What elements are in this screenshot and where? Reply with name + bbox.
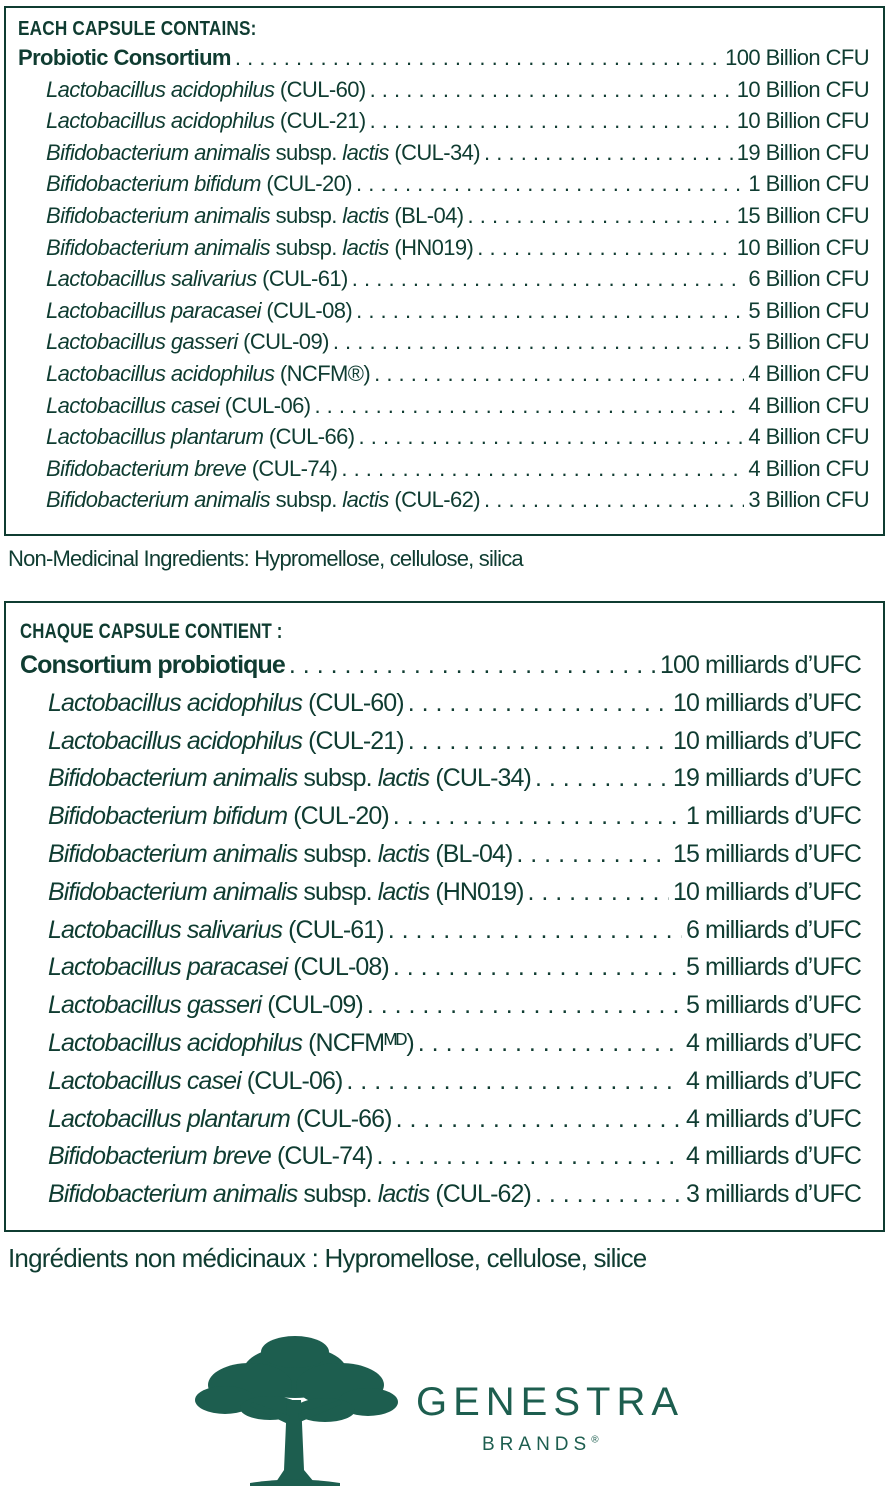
- strain-code: (CUL-60): [279, 76, 366, 102]
- strain-amount: 3 milliards d’UFC: [685, 1180, 861, 1209]
- species: Lactobacillus paracasei: [46, 297, 261, 323]
- strain-name: [46, 421, 355, 453]
- strain-amount: 6 Billion CFU: [748, 266, 869, 292]
- strain-row: [20, 949, 861, 987]
- dot-leader: [333, 326, 745, 358]
- species: Bifidobacterium animalis: [48, 764, 298, 793]
- species: Lactobacillus acidophilus: [46, 360, 275, 386]
- strain-code: (CUL-66): [296, 1104, 392, 1133]
- strain-code: (CUL-06): [246, 1066, 343, 1095]
- strain-amount: 10 milliards d’UFC: [672, 877, 861, 906]
- strain-amount: 5 milliards d’UFC: [685, 953, 861, 982]
- strain-code: (CUL-74): [276, 1142, 373, 1171]
- dot-leader: [374, 358, 744, 390]
- species: Lactobacillus salivarius: [46, 266, 257, 292]
- strain-code: (CUL-34): [435, 764, 531, 793]
- strain-code: (CUL-21): [308, 726, 404, 755]
- strain-row: [20, 1138, 861, 1176]
- strain-name: [46, 326, 329, 358]
- strain-row: [18, 74, 869, 106]
- species: Lactobacillus acidophilus: [48, 1028, 303, 1057]
- dot-leader: [289, 647, 656, 685]
- dot-leader: [377, 1138, 682, 1176]
- strain-row: [20, 1025, 861, 1063]
- english-non-medicinal: Non-Medicinal Ingredients: Hypromellose, cellulose, silica: [8, 546, 523, 571]
- strain-row: [20, 798, 861, 836]
- strain-name: [46, 137, 480, 169]
- strain-amount: 1 milliards d’UFC: [685, 802, 861, 831]
- strain-name: [48, 1101, 392, 1139]
- subspecies: lactis: [377, 839, 430, 868]
- strain-row: [20, 1176, 861, 1214]
- subsp-label: subsp.: [275, 234, 337, 260]
- strain-row: [18, 484, 869, 516]
- dot-leader: [477, 232, 733, 264]
- strain-amount: 10 milliards d’UFC: [672, 726, 861, 755]
- dot-leader: [235, 42, 721, 74]
- dot-leader: [352, 263, 745, 295]
- strain-amount: 5 Billion CFU: [748, 297, 869, 323]
- species: Lactobacillus acidophilus: [46, 76, 275, 102]
- strain-code: (CUL-20): [293, 802, 389, 831]
- species: Bifidobacterium animalis: [48, 839, 298, 868]
- strain-code: (BL-04): [394, 202, 464, 228]
- strain-code: (CUL-66): [268, 424, 355, 450]
- species: Bifidobacterium animalis: [48, 877, 298, 906]
- strain-amount: 15 Billion CFU: [736, 202, 869, 228]
- strain-code: (CUL-09): [243, 329, 329, 355]
- strain-row: [18, 326, 869, 358]
- strain-row: [20, 987, 861, 1025]
- strain-amount: 4 milliards d’UFC: [685, 1142, 861, 1171]
- strain-row: [20, 874, 861, 912]
- strain-row: [18, 137, 869, 169]
- strain-code: (CUL-60): [308, 688, 404, 717]
- strain-name: [46, 200, 464, 232]
- dot-leader: [346, 1063, 682, 1101]
- species: Lactobacillus acidophilus: [46, 108, 275, 134]
- strain-amount: 5 Billion CFU: [748, 329, 869, 355]
- strain-name: [48, 836, 512, 874]
- species: Lactobacillus plantarum: [46, 424, 264, 450]
- strain-code: (HN019): [435, 877, 524, 906]
- dot-leader: [367, 987, 682, 1025]
- strain-name: [48, 949, 389, 987]
- strain-row: [20, 912, 861, 950]
- english-ingredients-panel: [4, 6, 885, 536]
- strain-code: (CUL-08): [293, 953, 389, 982]
- dot-leader: [468, 200, 733, 232]
- species: Lactobacillus casei: [46, 392, 220, 418]
- strain-name: [46, 105, 366, 137]
- strain-name: [46, 232, 473, 264]
- total-amount: 100 Billion CFU: [725, 45, 869, 70]
- strain-code: (NCFMᴹᴰ): [308, 1028, 414, 1057]
- strain-name: [48, 798, 389, 836]
- strain-amount: 10 Billion CFU: [736, 76, 869, 102]
- strain-amount: 4 milliards d’UFC: [685, 1104, 861, 1133]
- total-name: Probiotic Consortium: [18, 45, 231, 70]
- strain-name: [46, 484, 480, 516]
- species: Lactobacillus paracasei: [48, 953, 288, 982]
- species: Bifidobacterium animalis: [46, 202, 271, 228]
- species: Lactobacillus acidophilus: [48, 688, 303, 717]
- subsp-label: subsp.: [303, 839, 372, 868]
- subsp-label: subsp.: [275, 487, 337, 513]
- dot-leader: [314, 390, 744, 422]
- strain-code: (CUL-20): [266, 171, 353, 197]
- strain-amount: 4 Billion CFU: [748, 424, 869, 450]
- dot-leader: [408, 723, 669, 761]
- dot-leader: [418, 1025, 682, 1063]
- dot-leader: [341, 453, 744, 485]
- strain-name: [48, 1176, 531, 1214]
- strain-amount: 4 Billion CFU: [748, 455, 869, 481]
- registered-mark: ®: [591, 1434, 599, 1446]
- dot-leader: [356, 168, 744, 200]
- strain-amount: 10 Billion CFU: [736, 234, 869, 260]
- strain-row: [18, 168, 869, 200]
- strain-code: (CUL-21): [279, 108, 366, 134]
- subspecies: lactis: [377, 1180, 430, 1209]
- dot-leader: [516, 836, 669, 874]
- strain-code: (CUL-09): [267, 991, 363, 1020]
- species: Lactobacillus gasseri: [48, 991, 262, 1020]
- dot-leader: [408, 685, 669, 723]
- strain-amount: 4 Billion CFU: [748, 392, 869, 418]
- subsp-label: subsp.: [303, 764, 372, 793]
- strain-name: [46, 358, 370, 390]
- strain-row: [18, 421, 869, 453]
- french-strain-list: [20, 685, 861, 1214]
- strain-row: [18, 105, 869, 137]
- english-total-row: [18, 42, 869, 74]
- strain-amount: 19 milliards d’UFC: [672, 764, 861, 793]
- strain-name: [46, 74, 366, 106]
- strain-name: [46, 168, 352, 200]
- strain-name: [46, 453, 337, 485]
- strain-name: [46, 390, 310, 422]
- strain-name: [48, 912, 384, 950]
- dot-leader: [393, 798, 682, 836]
- strain-amount: 4 Billion CFU: [748, 360, 869, 386]
- english-strain-list: [18, 74, 869, 516]
- species: Lactobacillus plantarum: [48, 1104, 290, 1133]
- strain-row: [20, 1063, 861, 1101]
- species: Bifidobacterium animalis: [46, 234, 271, 260]
- strain-name: [48, 1025, 414, 1063]
- strain-code: (NCFM®): [279, 360, 371, 386]
- strain-name: [48, 874, 524, 912]
- strain-row: [20, 760, 861, 798]
- strain-name: [48, 1063, 342, 1101]
- dot-leader: [370, 105, 733, 137]
- strain-name: [48, 1138, 373, 1176]
- strain-name: [48, 723, 404, 761]
- strain-code: (CUL-34): [394, 139, 481, 165]
- french-total-row: [20, 647, 861, 685]
- subspecies: lactis: [342, 487, 389, 513]
- strain-name: [48, 987, 363, 1025]
- species: Lactobacillus salivarius: [48, 915, 283, 944]
- species: Bifidobacterium animalis: [48, 1180, 298, 1209]
- species: Bifidobacterium animalis: [46, 139, 271, 165]
- strain-code: (CUL-61): [262, 266, 348, 292]
- dot-leader: [388, 912, 682, 950]
- strain-code: (BL-04): [435, 839, 513, 868]
- strain-row: [18, 390, 869, 422]
- oak-tree-icon: [190, 1330, 400, 1490]
- subsp-label: subsp.: [275, 202, 337, 228]
- logo-subtitle: [482, 1434, 599, 1456]
- strain-code: (CUL-08): [266, 297, 353, 323]
- french-non-medicinal: Ingrédients non médicinaux : Hypromellose, cellulose, silice: [8, 1243, 647, 1273]
- french-ingredients-panel: [4, 601, 885, 1232]
- strain-row: [20, 685, 861, 723]
- total-amount: 100 milliards d’UFC: [659, 651, 861, 679]
- total-name: Consortium probiotique: [20, 651, 285, 679]
- subspecies: lactis: [342, 139, 389, 165]
- dot-leader: [528, 874, 669, 912]
- species: Lactobacillus gasseri: [46, 329, 238, 355]
- strain-row: [20, 1101, 861, 1139]
- subsp-label: subsp.: [303, 877, 372, 906]
- species: Lactobacillus acidophilus: [48, 726, 303, 755]
- strain-row: [20, 723, 861, 761]
- dot-leader: [359, 421, 745, 453]
- french-heading: CHAQUE CAPSULE CONTIENT :: [20, 620, 283, 643]
- strain-name: [48, 760, 531, 798]
- subspecies: lactis: [342, 234, 389, 260]
- species: Lactobacillus casei: [48, 1066, 241, 1095]
- subspecies: lactis: [377, 877, 430, 906]
- strain-row: [18, 295, 869, 327]
- species: Bifidobacterium bifidum: [46, 171, 261, 197]
- strain-row: [18, 453, 869, 485]
- strain-row: [18, 263, 869, 295]
- strain-name: [46, 263, 348, 295]
- strain-row: [18, 200, 869, 232]
- strain-amount: 10 milliards d’UFC: [672, 688, 861, 717]
- strain-amount: 15 milliards d’UFC: [672, 839, 861, 868]
- strain-row: [18, 358, 869, 390]
- dot-leader: [393, 949, 682, 987]
- dot-leader: [356, 295, 744, 327]
- species: Bifidobacterium bifidum: [48, 802, 288, 831]
- strain-row: [18, 232, 869, 264]
- subsp-label: subsp.: [275, 139, 337, 165]
- dot-leader: [484, 484, 744, 516]
- strain-row: [20, 836, 861, 874]
- strain-amount: 1 Billion CFU: [748, 171, 869, 197]
- strain-amount: 5 milliards d’UFC: [685, 991, 861, 1020]
- strain-code: (CUL-74): [251, 455, 338, 481]
- strain-amount: 4 milliards d’UFC: [685, 1028, 861, 1057]
- strain-name: [46, 295, 352, 327]
- strain-code: (HN019): [394, 234, 474, 260]
- strain-code: (CUL-62): [435, 1180, 531, 1209]
- strain-code: (CUL-62): [394, 487, 481, 513]
- subspecies: lactis: [377, 764, 430, 793]
- dot-leader: [370, 74, 733, 106]
- strain-amount: 6 milliards d’UFC: [685, 915, 861, 944]
- subsp-label: subsp.: [303, 1180, 372, 1209]
- species: Bifidobacterium breve: [48, 1142, 271, 1171]
- strain-amount: 19 Billion CFU: [736, 139, 869, 165]
- logo-subtitle-text: BRANDS: [482, 1434, 592, 1455]
- dot-leader: [535, 760, 669, 798]
- strain-code: (CUL-06): [224, 392, 311, 418]
- strain-name: [48, 685, 404, 723]
- dot-leader: [396, 1101, 682, 1139]
- logo-wordmark: GENESTRA: [416, 1380, 685, 1424]
- species: Bifidobacterium breve: [46, 455, 247, 481]
- dot-leader: [484, 137, 733, 169]
- strain-amount: 4 milliards d’UFC: [685, 1066, 861, 1095]
- subspecies: lactis: [342, 202, 389, 228]
- dot-leader: [535, 1176, 682, 1214]
- species: Bifidobacterium animalis: [46, 487, 271, 513]
- strain-amount: 10 Billion CFU: [736, 108, 869, 134]
- strain-amount: 3 Billion CFU: [748, 487, 869, 513]
- genestra-logo: [190, 1330, 710, 1490]
- english-heading: EACH CAPSULE CONTAINS:: [18, 18, 257, 40]
- strain-code: (CUL-61): [288, 915, 384, 944]
